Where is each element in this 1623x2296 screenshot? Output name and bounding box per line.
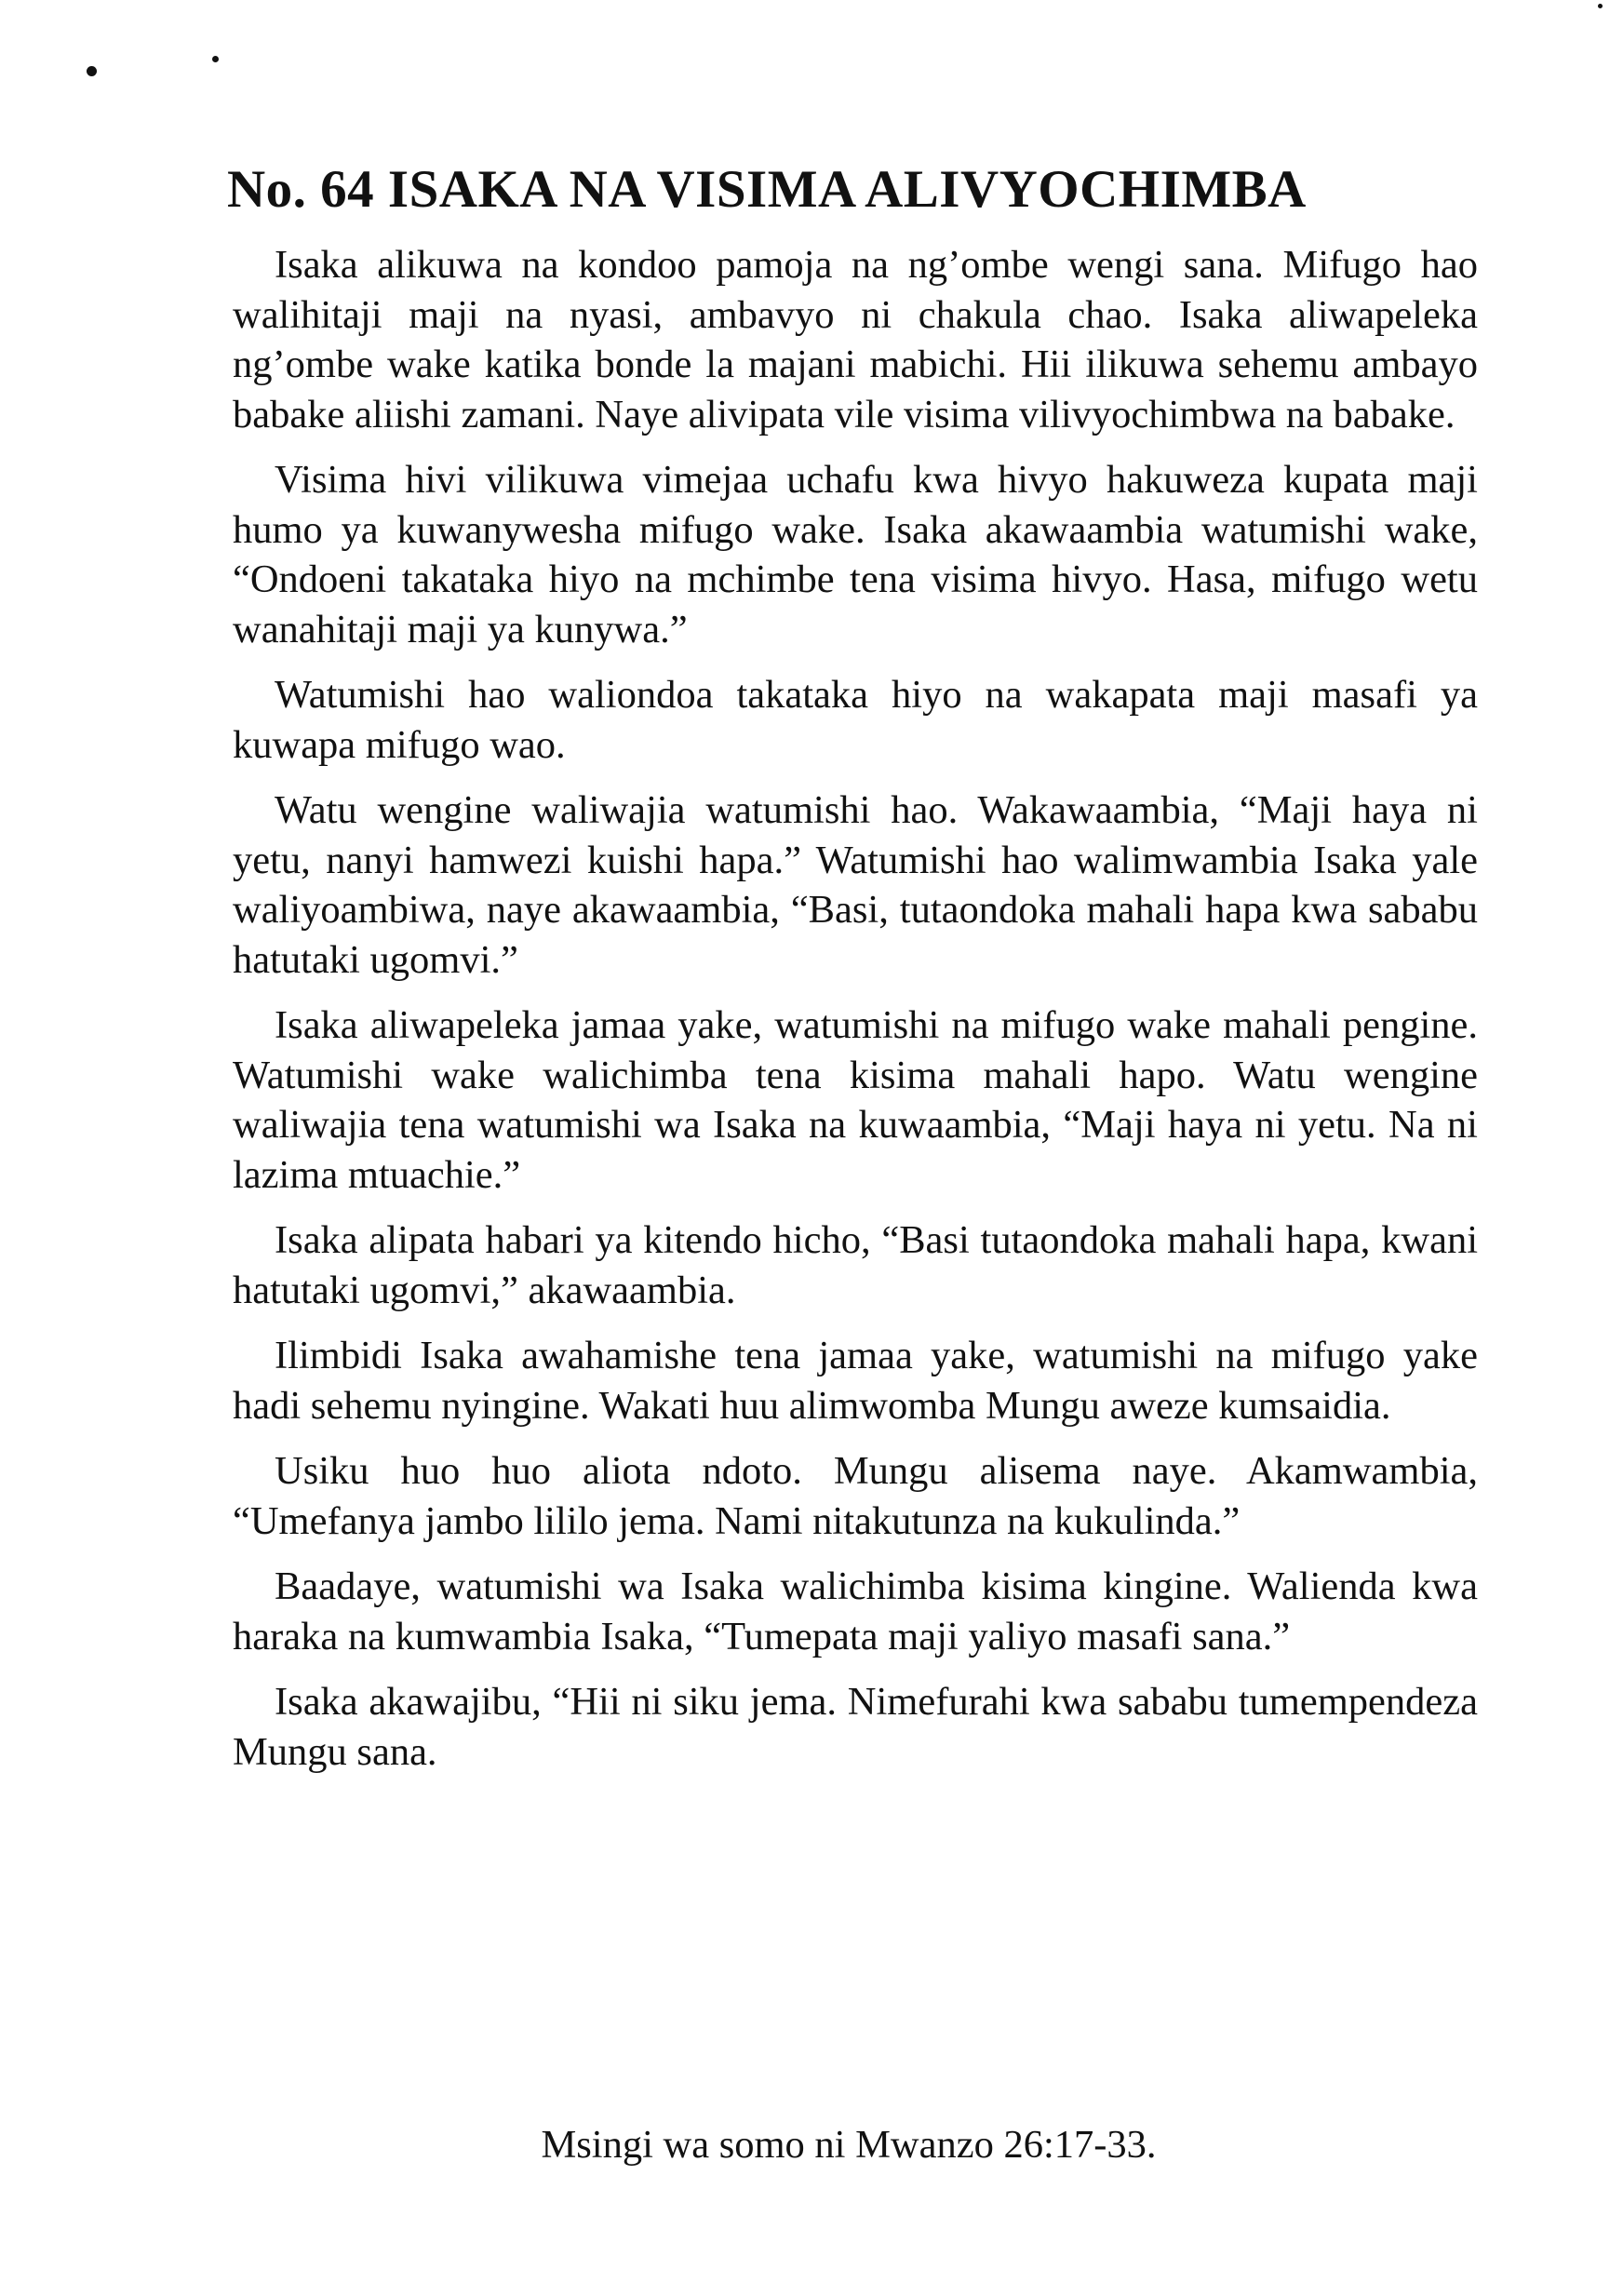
paragraph: Watu wengine waliwajia watumishi hao. Wakawaambia, “Maji haya ni yetu, nanyi hamwezi kuishi hapa.” Watumishi hao walimwambia Isaka yale waliyoambiwa, naye akawaambia, “Basi, tutaondoka mahali hapa kwa sababu hatutaki ugomvi.” xyxy=(233,788,1478,982)
paragraph: Visima hivi vilikuwa vimejaa uchafu kwa hivyo hakuweza kupata maji humo ya kuwanywesha mifugo wake. Isaka akawaambia watumishi wake, “Ondoeni takataka hiyo na mchimbe tena visima hivyo. Hasa, mifugo wetu wanahitaji maji ya kunywa.” xyxy=(233,458,1478,651)
lesson-title: No. 64 ISAKA NA VISIMA ALIVYOCHIMBA xyxy=(227,160,1307,219)
scan-speck xyxy=(87,66,97,76)
paragraph: Baadaye, watumishi wa Isaka walichimba kisima kingine. Walienda kwa haraka na kumwambia Isaka, “Tumepata maji yaliyo masafi sana.” xyxy=(233,1564,1478,1658)
scan-speck xyxy=(212,56,219,62)
paragraph: Isaka aliwapeleka jamaa yake, watumishi na mifugo wake mahali pengine. Watumishi wake walichimba tena kisima mahali hapo. Watu wengine waliwajia tena watumishi wa Isaka na kuwaambia, “Maji haya ni yetu. Na ni lazima mtuachie.” xyxy=(233,1003,1478,1197)
lesson-body xyxy=(233,240,1478,1792)
paragraph: Isaka alikuwa na kondoo pamoja na ng’ombe wengi sana. Mifugo hao walihitaji maji na nyasi, ambavyo ni chakula chao. Isaka aliwapeleka ng’ombe wake katika bonde la majani mabichi. Hii ilikuwa sehemu ambayo babake aliishi zamani. Naye alivipata vile visima vilivyochimbwa na babake. xyxy=(233,243,1478,436)
scan-speck xyxy=(1598,4,1603,8)
paragraph: Isaka akawajibu, “Hii ni siku jema. Nimefurahi kwa sababu tumempendeza Mungu sana. xyxy=(233,1680,1478,1774)
paragraph: Usiku huo huo aliota ndoto. Mungu alisema naye. Akamwambia, “Umefanya jambo lililo jema. Nami nitakutunza na kukulinda.” xyxy=(233,1449,1478,1543)
paragraph: Isaka alipata habari ya kitendo hicho, “Basi tutaondoka mahali hapa, kwani hatutaki ugomvi,” akawaambia. xyxy=(233,1218,1478,1312)
paragraph: Watumishi hao waliondoa takataka hiyo na wakapata maji masafi ya kuwapa mifugo wao. xyxy=(233,673,1478,767)
paragraph: Ilimbidi Isaka awahamishe tena jamaa yake, watumishi na mifugo yake hadi sehemu nyingine. Wakati huu alimwomba Mungu aweze kumsaidia. xyxy=(233,1334,1478,1428)
scripture-reference: Msingi wa somo ni Mwanzo 26:17-33. xyxy=(541,2123,1157,2167)
